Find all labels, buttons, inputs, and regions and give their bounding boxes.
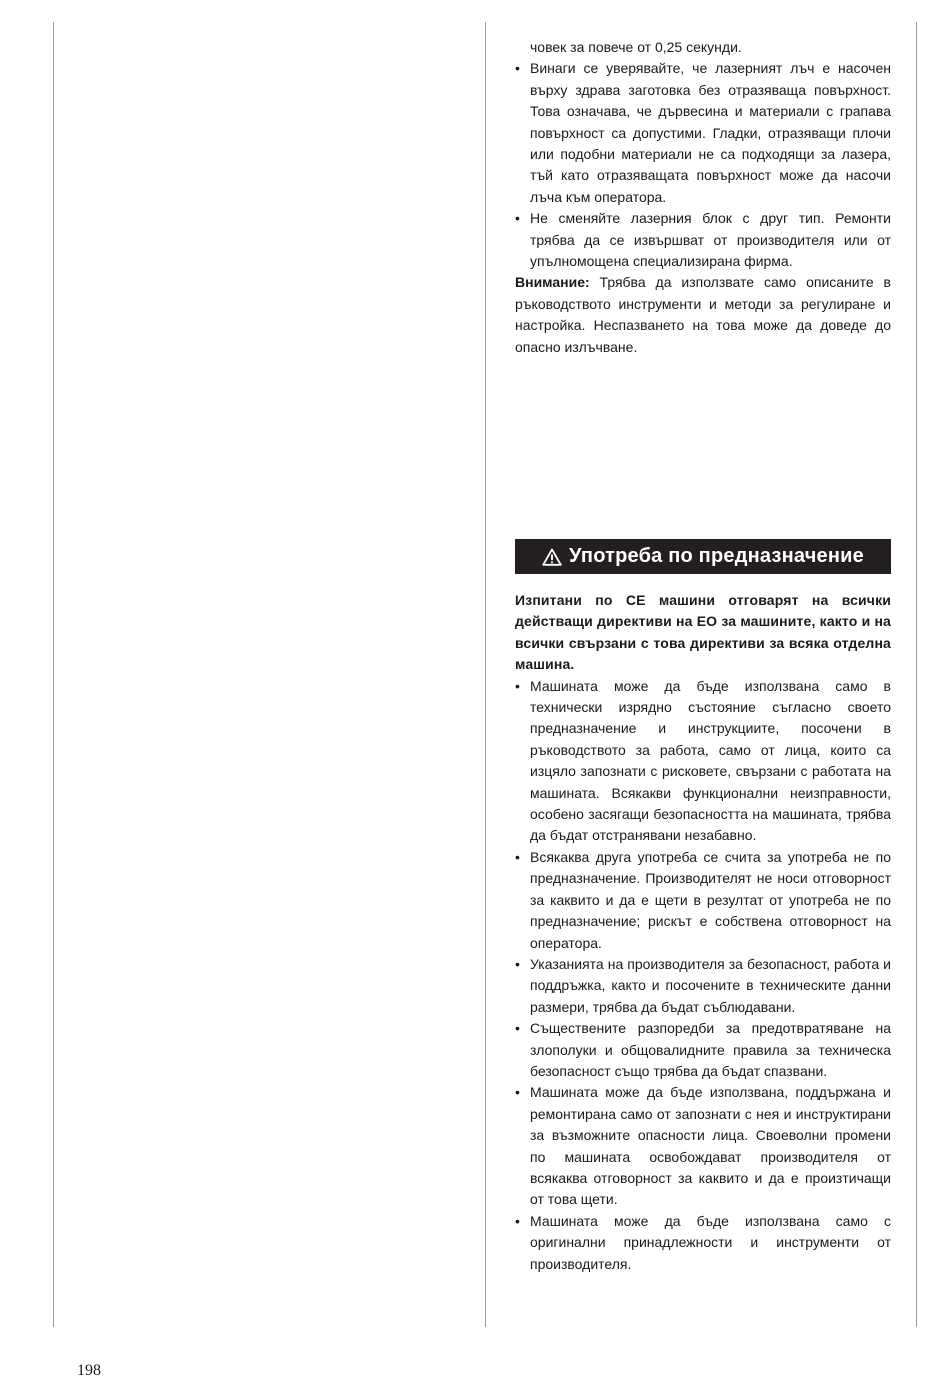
laser-safety-text bbox=[515, 37, 891, 358]
warning-paragraph bbox=[515, 272, 891, 358]
list-item bbox=[515, 208, 891, 272]
list-item bbox=[515, 1211, 891, 1275]
list-item-text: Съществените разпоредби за предотвратяване на злополуки и общовалидните правила за техническа безопасност също трябва да бъдат спазвани. bbox=[530, 1020, 891, 1079]
list-item bbox=[515, 58, 891, 208]
list-item bbox=[515, 847, 891, 954]
section-intro: Изпитани по CE машини отговарят на всички действащи директиви на ЕО за машините, както и на всички свързани с това директиви за всяка отделна машина. bbox=[515, 592, 891, 673]
bullet-mark: • bbox=[515, 848, 520, 865]
bullet-mark: • bbox=[515, 1084, 520, 1101]
page-number: 198 bbox=[77, 1362, 101, 1379]
list-item bbox=[515, 1082, 891, 1210]
section-heading bbox=[515, 539, 891, 574]
continuation-line: човек за повече от 0,25 секунди. bbox=[530, 39, 742, 55]
warning-triangle-icon bbox=[542, 548, 562, 566]
list-item-text: Машината може да бъде използвана, поддържана и ремонтирана само от запознати с нея и инструктирани за възможните опасности лица. Своеволни промени по машината освобождават производителя от всякаква отговорност за каквито и да е произтичащи от това щети. bbox=[530, 1084, 891, 1208]
bullet-mark: • bbox=[515, 210, 520, 227]
bullet-mark: • bbox=[515, 1020, 520, 1037]
list-item bbox=[515, 954, 891, 1018]
section-title: Употреба по предназначение bbox=[569, 545, 864, 567]
bullet-mark: • bbox=[515, 955, 520, 972]
list-item-text: Указанията на производителя за безопасност, работа и поддръжка, както и посочените в техническите данни размери, трябва да бъдат съблюдавани. bbox=[530, 955, 891, 1015]
warning-text: Трябва да използвате само описаните в ръководството инструменти и методи за регулиране и настройка. Неспазването на това може да доведе до опасно излъчване. bbox=[515, 274, 891, 355]
list-item-text: Всякаква друга употреба се счита за употреба не по предназначение. Производителят не носи отговорност за каквито и да е щети в резултат от употреба не по предназначение; рискът е собствена отговорност на оператора. bbox=[530, 848, 891, 951]
column-divider-rule bbox=[485, 22, 486, 1327]
bullet-mark: • bbox=[515, 1212, 520, 1229]
warning-label: Внимание: bbox=[515, 274, 590, 291]
list-item bbox=[515, 676, 891, 847]
intended-use-text bbox=[515, 590, 891, 1275]
list-item-text: Машината може да бъде използвана само в технически изрядно състояние съгласно своето предназначение и инструкциите, посочени в ръководството за работа, само от лица, които са изцяло запознати с рисковете, свързани с работата на машината. Всякакви функционални неизправности, особено засягащи безопасността на машината, трябва да бъдат отстранявани незабавно. bbox=[530, 677, 891, 844]
bullet-mark: • bbox=[515, 60, 520, 77]
list-item-text: Винаги се уверявайте, че лазерният лъч е насочен върху здрава заготовка без отразяваща повърхност. Това означава, че дървесина и материали с грапава повърхност са допустими. Гладки, отразяващи плочи или подобни материали не са подходящи за лазера, тъй като отразяващата повърхност може да насочи лъча към оператора. bbox=[530, 60, 891, 205]
list-item-text: Машината може да бъде използвана само с оригинални принадлежности и инструменти от производителя. bbox=[530, 1212, 891, 1272]
list-item-text: Не сменяйте лазерния блок с друг тип. Ремонти трябва да се извършват от производителя или от упълномощена специализирана фирма. bbox=[530, 210, 891, 270]
right-margin-rule bbox=[916, 22, 917, 1327]
list-item bbox=[515, 1018, 891, 1082]
left-margin-rule bbox=[53, 22, 54, 1327]
bullet-mark: • bbox=[515, 677, 520, 694]
